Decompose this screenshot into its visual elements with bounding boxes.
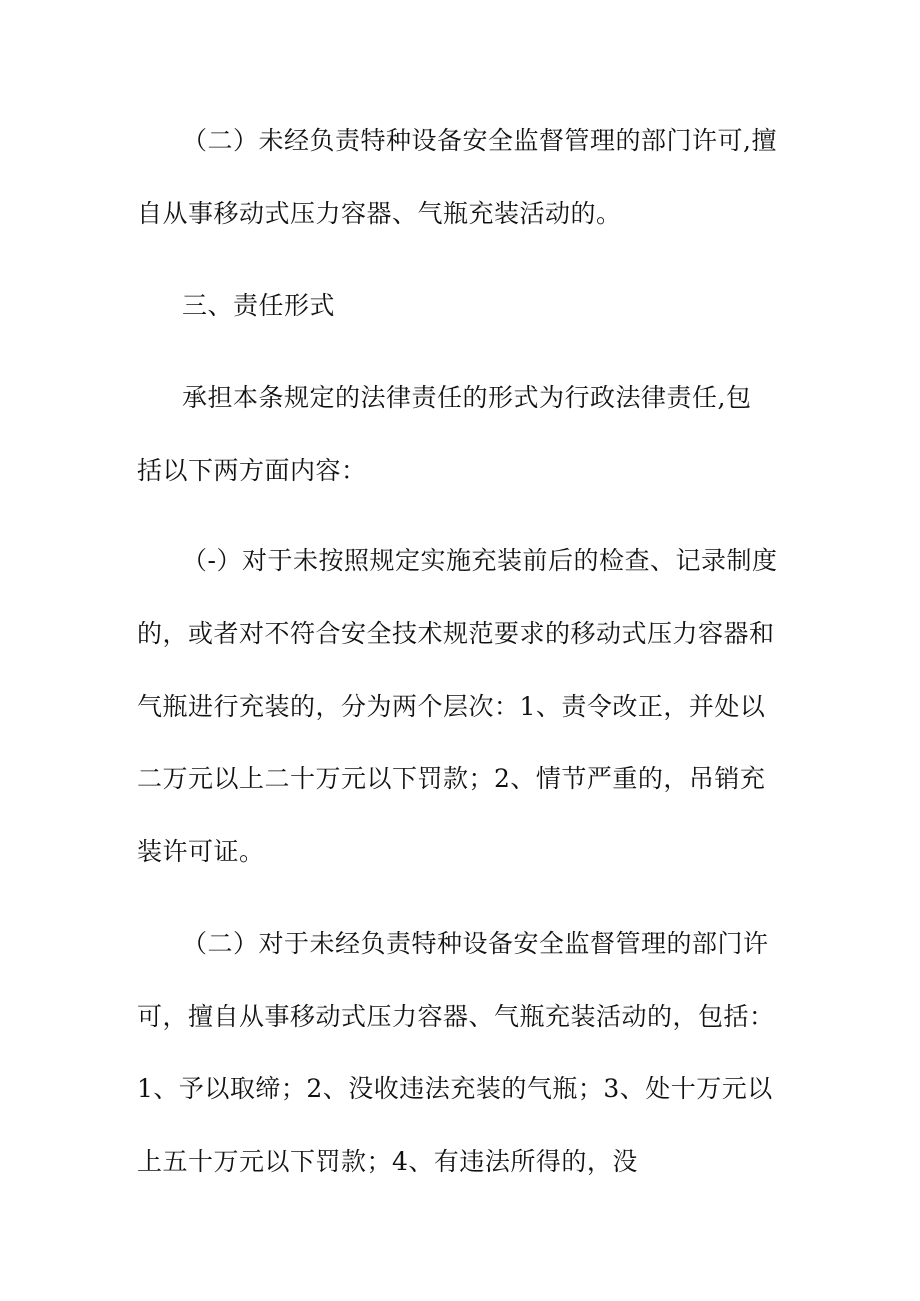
paragraph-line: 二万元以上二十万元以下罚款；2、情节严重的，吊销充 [137, 764, 766, 793]
paragraph-line: （二）对于未经负责特种设备安全监督管理的部门许 [182, 929, 769, 958]
paragraph-line: （-）对于未按照规定实施充装前后的检查、记录制度 [182, 546, 778, 575]
paragraph-line: （二）未经负责特种设备安全监督管理的部门许可,擅 [182, 126, 777, 155]
paragraph-line: 的，或者对不符合安全技术规范要求的移动式压力容器和 [137, 619, 775, 648]
paragraph-line: 装许可证。 [137, 837, 265, 866]
paragraph-line: 上五十万元以下罚款；4、有违法所得的，没 [137, 1147, 638, 1176]
section-heading: 三、责任形式 [182, 291, 336, 320]
paragraph-line: 气瓶进行充装的，分为两个层次：1、责令改正，并处以 [137, 692, 766, 721]
paragraph-line: 自从事移动式压力容器、气瓶充装活动的。 [137, 199, 622, 228]
paragraph-line: 1、予以取缔；2、没收违法充装的气瓶；3、处十万元以 [137, 1074, 773, 1103]
paragraph-line: 可，擅自从事移动式压力容器、气瓶充装活动的，包括： [137, 1002, 775, 1031]
paragraph-line: 承担本条规定的法律责任的形式为行政法律责任,包 [182, 383, 752, 412]
paragraph-line: 括以下两方面内容： [137, 456, 367, 485]
